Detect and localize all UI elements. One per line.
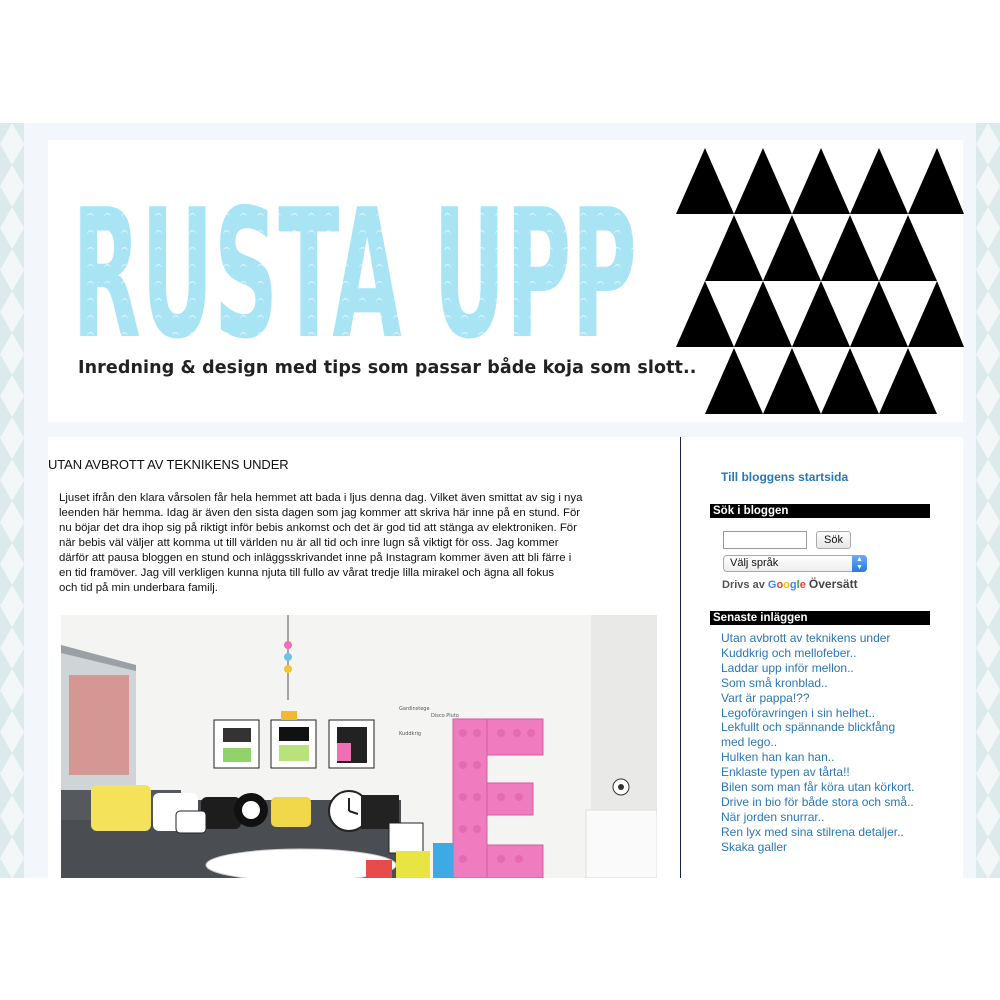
recent-post-link[interactable]: Vart är pappa!??	[721, 690, 810, 705]
recent-post-link[interactable]: Hulken han kan han..	[721, 750, 835, 765]
content-area	[48, 437, 963, 878]
living-room-photo	[61, 615, 657, 878]
recent-post-link[interactable]: Kuddkrig och mellofeber..	[721, 645, 857, 660]
post-line: därför att pausa bloggen en stund och inläggsskrivandet inne på Instagram kommer även att bli färre i	[59, 552, 572, 564]
blog-title-logo[interactable]	[48, 140, 668, 355]
post-title[interactable]: UTAN AVBROTT AV TEKNIKENS UNDER	[48, 457, 289, 472]
translate-label: Översätt	[808, 577, 858, 591]
recent-post-link[interactable]: Bilen som man får köra utan körkort.	[721, 780, 915, 795]
recent-posts-heading: Senaste inläggen	[710, 611, 930, 625]
recent-post-link[interactable]: Enklaste typen av tårta!!	[721, 765, 850, 780]
post-image[interactable]	[61, 615, 657, 878]
post-line: när bebis väl väljer att komma ut till världen nu är all tid och inre lugn så viktigt för oss. Jag kommer	[59, 537, 559, 549]
recent-post-link[interactable]: Som små kronblad..	[721, 675, 828, 690]
blog-viewport	[0, 123, 1000, 878]
recent-post-link[interactable]: Ren lyx med sina stilrena detaljer..	[721, 824, 904, 839]
blog-title-text: RUSTA UPP	[72, 171, 637, 355]
language-select[interactable]	[723, 555, 867, 572]
background-pattern-right	[976, 123, 1000, 878]
blog-header[interactable]	[48, 140, 963, 422]
recent-post-link[interactable]: Laddar upp inför mellon..	[721, 660, 854, 675]
powered-by-label: Drivs av	[722, 579, 765, 591]
language-select-value: Välj språk	[730, 557, 779, 569]
post-line: en tid framöver. Jag vill verkligen kunna njuta till fullo av vårat tredje lilla mirakel och ägna all fokus	[59, 567, 555, 579]
recent-post-link[interactable]: Skaka galler	[721, 839, 788, 854]
svg-text:Kuddkrig: Kuddkrig	[399, 731, 422, 737]
search-button[interactable]: Sök	[816, 531, 851, 549]
svg-text:Disco Pluto: Disco Pluto	[431, 713, 459, 719]
recent-post-link[interactable]: Legoföravringen i sin helhet..	[721, 705, 876, 720]
search-input[interactable]	[723, 531, 807, 549]
svg-text:Gardinstege: Gardinstege	[399, 706, 430, 712]
post-line: Ljuset ifrån den klara vårsolen får hela hemmet att bada i ljus denna dag. Vilket även smittat av sig i nya	[59, 492, 583, 504]
recent-post-link[interactable]: När jorden snurrar..	[721, 809, 825, 824]
recent-posts-list	[721, 631, 921, 855]
blog-home-link[interactable]: Till bloggens startsida	[721, 470, 849, 484]
blog-subtitle: Inredning & design med tips som passar både koja som slott..	[78, 358, 697, 378]
post-line: leenden här hemma. Idag är även den sista dagen som jag kommer att skriva här inne på en stund. För	[59, 507, 581, 519]
recent-post-link[interactable]: Drive in bio för både stora och små..	[721, 794, 914, 809]
post-line: och tid på min underbara familj.	[59, 582, 218, 594]
recent-post-link[interactable]: Lekfullt och spännande blickfång med lego..	[721, 720, 896, 750]
recent-post-link[interactable]: Utan avbrott av teknikens under	[721, 631, 891, 645]
google-logo: Google	[767, 579, 806, 591]
select-arrows-icon: ▲ ▼	[852, 555, 867, 572]
search-widget-heading: Sök i bloggen	[710, 504, 930, 518]
background-pattern-left	[0, 123, 24, 878]
post-line: nu böjar det dra ihop sig på riktigt inför bebis ankomst och det är god tid att stänga av elektroniken. För	[59, 522, 577, 534]
column-divider	[680, 437, 681, 878]
triangle-pattern-graphic	[676, 148, 964, 414]
google-translate-credit[interactable]	[722, 577, 858, 591]
post-body	[59, 491, 659, 596]
